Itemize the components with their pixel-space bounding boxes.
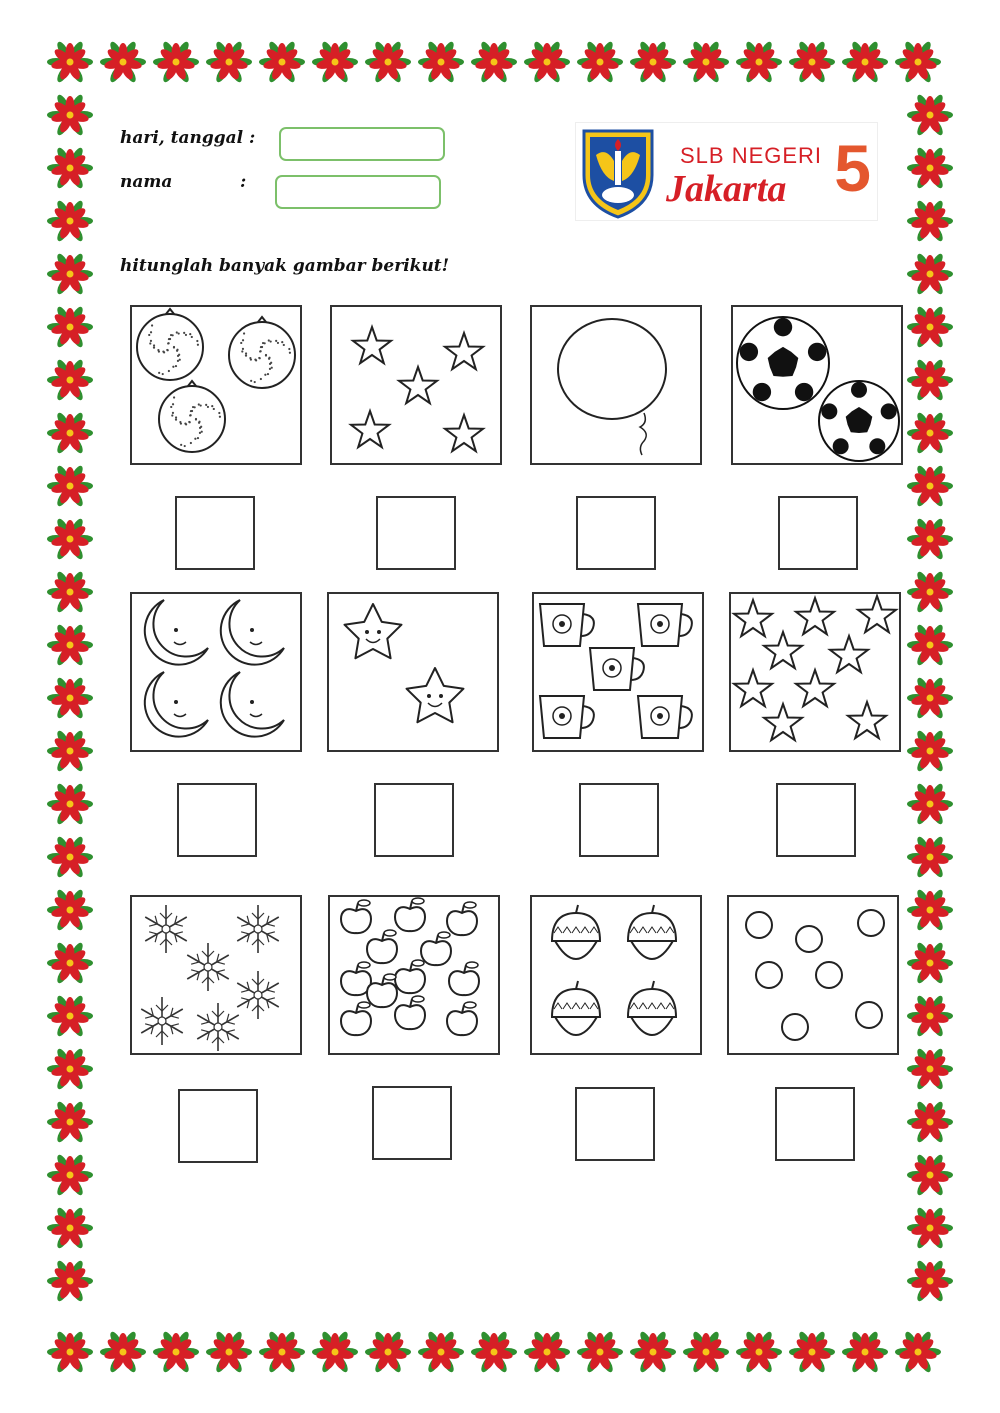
poinsettia-icon: [907, 305, 953, 349]
cup-icon: [540, 696, 594, 738]
cup-icon: [590, 648, 644, 690]
cup-drawing: [534, 594, 702, 750]
poinsettia-icon: [907, 358, 953, 402]
answer-box[interactable]: [575, 1087, 655, 1161]
poinsettia-icon: [789, 1330, 835, 1374]
smiling-star-icon: [345, 604, 402, 658]
picture-box: [729, 592, 901, 752]
poinsettia-icon: [47, 941, 93, 985]
star-outline-icon: [445, 333, 483, 369]
orange-icon: [159, 381, 225, 452]
poinsettia-icon: [907, 729, 953, 773]
poinsettia-icon: [907, 888, 953, 932]
poinsettia-icon: [47, 1206, 93, 1250]
circle-icon: [816, 962, 842, 988]
answer-box[interactable]: [778, 496, 858, 570]
poinsettia-icon: [471, 1330, 517, 1374]
poinsettia-icon: [736, 1330, 782, 1374]
acorn-icon: [552, 905, 600, 959]
poinsettia-icon: [907, 623, 953, 667]
orange-drawing: [132, 307, 300, 463]
poinsettia-icon: [895, 1330, 941, 1374]
picture-box: [328, 895, 500, 1055]
poinsettia-icon: [842, 1330, 888, 1374]
star-outline-icon: [734, 600, 772, 636]
orange-icon: [229, 317, 295, 388]
poinsettia-icon: [47, 1153, 93, 1197]
circle-drawing: [729, 897, 897, 1053]
poinsettia-icon: [471, 40, 517, 84]
school-logo: [575, 122, 878, 221]
logo-line1: SLB NEGERI: [680, 143, 823, 168]
poinsettia-icon: [259, 40, 305, 84]
poinsettia-icon: [312, 40, 358, 84]
poinsettia-icon: [47, 252, 93, 296]
poinsettia-icon: [907, 252, 953, 296]
poinsettia-icon: [259, 1330, 305, 1374]
picture-box: [130, 592, 302, 752]
poinsettia-icon: [907, 782, 953, 826]
acorn-icon: [628, 905, 676, 959]
circle-icon: [746, 912, 772, 938]
cup-icon: [638, 604, 692, 646]
poinsettia-icon: [907, 146, 953, 190]
answer-box[interactable]: [776, 783, 856, 857]
poinsettia-icon: [630, 40, 676, 84]
apple-icon: [367, 930, 397, 963]
star-outline-icon: [858, 596, 896, 632]
answer-box[interactable]: [579, 783, 659, 857]
star-outline-drawing: [731, 594, 899, 750]
apple-icon: [395, 996, 425, 1029]
answer-box[interactable]: [376, 496, 456, 570]
poinsettia-icon: [47, 570, 93, 614]
answer-box[interactable]: [576, 496, 656, 570]
poinsettia-icon: [907, 411, 953, 455]
poinsettia-icon: [47, 464, 93, 508]
snowflake-icon: [237, 905, 279, 953]
star-outline-icon: [796, 670, 834, 706]
star-outline-icon: [830, 636, 868, 672]
poinsettia-icon: [47, 1330, 93, 1374]
circle-icon: [796, 926, 822, 952]
instruction-text: hitunglah banyak gambar berikut!: [120, 256, 450, 276]
acorn-icon: [628, 981, 676, 1035]
cup-icon: [638, 696, 692, 738]
poinsettia-icon: [47, 994, 93, 1038]
poinsettia-icon: [47, 1100, 93, 1144]
picture-box: [727, 895, 899, 1055]
star-outline-drawing: [332, 307, 500, 463]
logo-line2: Jakarta: [666, 168, 787, 210]
poinsettia-icon: [524, 1330, 570, 1374]
poinsettia-icon: [577, 1330, 623, 1374]
picture-box: [330, 305, 502, 465]
apple-icon: [447, 1002, 477, 1035]
poinsettia-icon: [47, 358, 93, 402]
balloon-drawing: [532, 307, 700, 463]
poinsettia-icon: [47, 676, 93, 720]
answer-box[interactable]: [175, 496, 255, 570]
poinsettia-icon: [418, 1330, 464, 1374]
circle-icon: [856, 1002, 882, 1028]
moon-drawing: [132, 594, 300, 750]
poinsettia-icon: [47, 517, 93, 561]
poinsettia-icon: [524, 40, 570, 84]
circle-icon: [756, 962, 782, 988]
snowflake-icon: [141, 997, 183, 1045]
apple-icon: [395, 960, 425, 993]
circle-icon: [858, 910, 884, 936]
star-outline-icon: [796, 598, 834, 634]
picture-box: [130, 895, 302, 1055]
poinsettia-icon: [630, 1330, 676, 1374]
poinsettia-icon: [907, 517, 953, 561]
poinsettia-icon: [47, 1047, 93, 1091]
moon-icon: [145, 600, 208, 665]
poinsettia-icon: [47, 835, 93, 879]
picture-box: [130, 305, 302, 465]
poinsettia-icon: [907, 1259, 953, 1303]
star-outline-icon: [848, 702, 886, 738]
poinsettia-icon: [206, 40, 252, 84]
snowflake-drawing: [132, 897, 300, 1053]
answer-box[interactable]: [178, 1089, 258, 1163]
poinsettia-icon: [153, 1330, 199, 1374]
name-colon: :: [240, 172, 247, 192]
poinsettia-icon: [907, 1100, 953, 1144]
star-outline-icon: [399, 367, 437, 403]
poinsettia-icon: [47, 305, 93, 349]
picture-box: [731, 305, 903, 465]
poinsettia-icon: [907, 676, 953, 720]
poinsettia-icon: [100, 1330, 146, 1374]
answer-box[interactable]: [372, 1086, 452, 1160]
star-outline-icon: [764, 632, 802, 668]
date-field[interactable]: [279, 127, 445, 161]
poinsettia-icon: [47, 1259, 93, 1303]
poinsettia-icon: [312, 1330, 358, 1374]
poinsettia-icon: [907, 199, 953, 243]
moon-icon: [145, 672, 208, 737]
poinsettia-icon: [736, 40, 782, 84]
poinsettia-icon: [153, 40, 199, 84]
poinsettia-icon: [47, 40, 93, 84]
poinsettia-icon: [789, 40, 835, 84]
poinsettia-icon: [907, 1047, 953, 1091]
poinsettia-icon: [683, 1330, 729, 1374]
picture-box: [530, 895, 702, 1055]
poinsettia-icon: [206, 1330, 252, 1374]
poinsettia-icon: [47, 782, 93, 826]
apple-drawing: [330, 897, 498, 1053]
star-outline-icon: [351, 411, 389, 447]
poinsettia-icon: [418, 40, 464, 84]
poinsettia-icon: [47, 199, 93, 243]
poinsettia-icon: [100, 40, 146, 84]
snowflake-icon: [187, 943, 229, 991]
poinsettia-icon: [47, 93, 93, 137]
poinsettia-icon: [907, 835, 953, 879]
moon-icon: [221, 672, 284, 737]
picture-box: [327, 592, 499, 752]
soccer-ball-drawing: [733, 307, 901, 463]
moon-icon: [221, 600, 284, 665]
poinsettia-icon: [895, 40, 941, 84]
name-field[interactable]: [275, 175, 441, 209]
snowflake-icon: [197, 1003, 239, 1051]
acorn-icon: [552, 981, 600, 1035]
soccer-ball-icon: [819, 381, 899, 461]
poinsettia-icon: [683, 40, 729, 84]
school-emblem-icon: [578, 125, 658, 221]
poinsettia-icon: [907, 1206, 953, 1250]
answer-box[interactable]: [177, 783, 257, 857]
poinsettia-icon: [47, 888, 93, 932]
star-outline-icon: [734, 670, 772, 706]
star-outline-icon: [445, 415, 483, 451]
poinsettia-icon: [577, 40, 623, 84]
poinsettia-icon: [907, 464, 953, 508]
poinsettia-icon: [47, 411, 93, 455]
answer-box[interactable]: [374, 783, 454, 857]
poinsettia-icon: [907, 93, 953, 137]
apple-icon: [447, 902, 477, 935]
balloon-icon: [558, 319, 666, 455]
orange-icon: [137, 309, 203, 380]
star-outline-icon: [764, 704, 802, 740]
poinsettia-icon: [907, 1153, 953, 1197]
apple-icon: [341, 900, 371, 933]
logo-number: 5: [834, 131, 871, 205]
date-label: hari, tanggal :: [120, 128, 256, 148]
answer-box[interactable]: [775, 1087, 855, 1161]
apple-icon: [449, 962, 479, 995]
smiling-star-icon: [407, 668, 464, 722]
star-outline-icon: [353, 327, 391, 363]
poinsettia-icon: [47, 623, 93, 667]
apple-icon: [395, 898, 425, 931]
snowflake-icon: [237, 971, 279, 1019]
snowflake-icon: [145, 905, 187, 953]
poinsettia-icon: [47, 729, 93, 773]
name-label: nama: [120, 172, 173, 192]
poinsettia-icon: [907, 994, 953, 1038]
apple-icon: [421, 932, 451, 965]
smiling-star-drawing: [329, 594, 497, 750]
apple-icon: [341, 1002, 371, 1035]
picture-box: [532, 592, 704, 752]
acorn-drawing: [532, 897, 700, 1053]
poinsettia-icon: [365, 1330, 411, 1374]
picture-box: [530, 305, 702, 465]
cup-icon: [540, 604, 594, 646]
circle-icon: [782, 1014, 808, 1040]
poinsettia-icon: [907, 570, 953, 614]
soccer-ball-icon: [737, 317, 829, 409]
poinsettia-icon: [47, 146, 93, 190]
poinsettia-icon: [907, 941, 953, 985]
poinsettia-icon: [365, 40, 411, 84]
poinsettia-icon: [842, 40, 888, 84]
